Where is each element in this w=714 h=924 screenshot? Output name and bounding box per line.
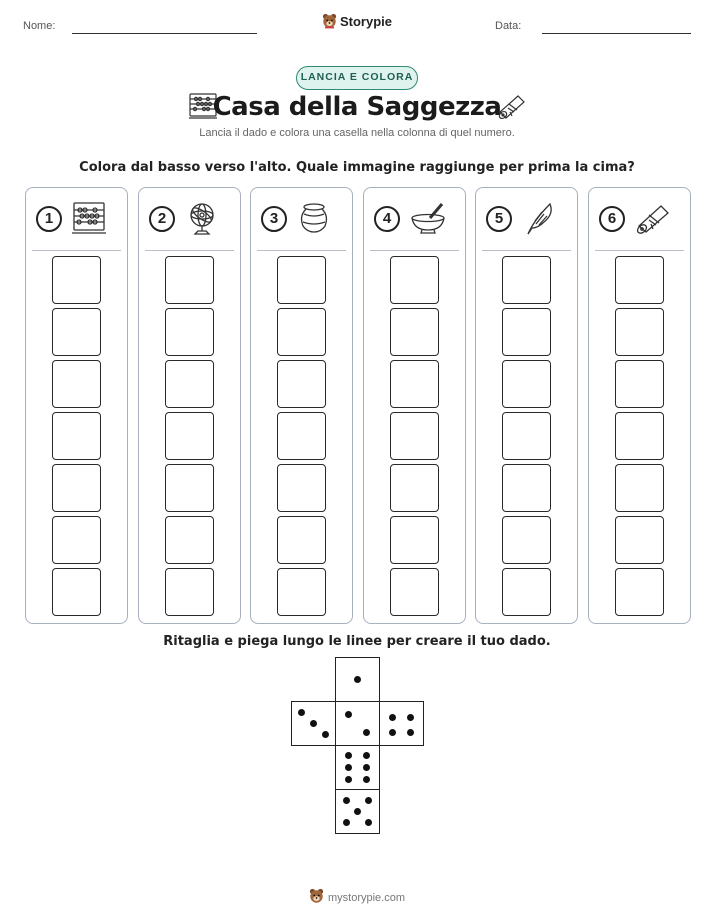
color-instruction: Colora dal basso verso l'alto. Quale immagine raggiunge per prima la cima? <box>79 160 635 175</box>
color-box[interactable] <box>277 464 326 512</box>
color-box[interactable] <box>277 412 326 460</box>
column-divider <box>482 250 571 251</box>
dice-pip <box>363 776 370 783</box>
color-box[interactable] <box>277 256 326 304</box>
color-box[interactable] <box>390 464 439 512</box>
dice-pip <box>389 729 396 736</box>
color-box[interactable] <box>615 568 664 616</box>
column-number: 3 <box>261 206 287 232</box>
clay-pot-icon <box>295 200 333 241</box>
footer-url: mystorypie.com <box>327 892 406 904</box>
dice-pip <box>345 711 352 718</box>
color-box[interactable] <box>52 516 101 564</box>
color-box[interactable] <box>277 568 326 616</box>
dice-face-2 <box>335 701 380 746</box>
subtitle: Lancia il dado e colora una casella nella colonna di quel numero. <box>199 127 515 139</box>
dice-face-5 <box>335 789 380 834</box>
dice-pip <box>365 797 372 804</box>
column-divider <box>145 250 234 251</box>
color-box[interactable] <box>277 516 326 564</box>
color-box[interactable] <box>502 360 551 408</box>
column-4 <box>363 187 466 624</box>
quill-feather-icon <box>520 200 558 241</box>
column-number: 5 <box>486 206 512 232</box>
color-box[interactable] <box>390 412 439 460</box>
column-1 <box>25 187 128 624</box>
dice-face-6 <box>335 745 380 790</box>
dice-pip <box>363 752 370 759</box>
color-box[interactable] <box>390 256 439 304</box>
cut-instruction: Ritaglia e piega lungo le linee per creare il tuo dado. <box>163 634 551 649</box>
mortar-pestle-icon <box>408 200 448 241</box>
dice-pip <box>363 729 370 736</box>
dice-pip <box>407 714 414 721</box>
color-box[interactable] <box>615 464 664 512</box>
armillary-sphere-icon <box>183 200 221 241</box>
name-label: Nome: <box>23 20 56 32</box>
color-box[interactable] <box>615 308 664 356</box>
color-box[interactable] <box>165 360 214 408</box>
color-box[interactable] <box>277 360 326 408</box>
dice-pip <box>345 776 352 783</box>
color-box[interactable] <box>52 568 101 616</box>
dice-pip <box>310 720 317 727</box>
color-box[interactable] <box>52 412 101 460</box>
dice-pip <box>365 819 372 826</box>
color-box[interactable] <box>502 464 551 512</box>
scroll-icon <box>633 200 673 241</box>
color-box[interactable] <box>390 308 439 356</box>
column-number: 4 <box>374 206 400 232</box>
bear-logo-icon <box>322 13 337 32</box>
column-number: 6 <box>599 206 625 232</box>
color-box[interactable] <box>615 516 664 564</box>
activity-badge: LANCIA E COLORA <box>296 66 418 90</box>
color-box[interactable] <box>502 308 551 356</box>
color-box[interactable] <box>165 412 214 460</box>
color-box[interactable] <box>502 568 551 616</box>
dice-pip <box>343 797 350 804</box>
column-divider <box>257 250 346 251</box>
dice-pip <box>322 731 329 738</box>
color-box[interactable] <box>165 256 214 304</box>
color-box[interactable] <box>52 360 101 408</box>
color-box[interactable] <box>165 308 214 356</box>
dice-pip <box>354 676 361 683</box>
color-box[interactable] <box>615 360 664 408</box>
color-box[interactable] <box>52 308 101 356</box>
column-6 <box>588 187 691 624</box>
bear-logo-icon <box>309 888 324 907</box>
column-number: 2 <box>149 206 175 232</box>
color-box[interactable] <box>52 256 101 304</box>
brand-name: Storypie <box>339 14 392 29</box>
color-box[interactable] <box>615 412 664 460</box>
color-box[interactable] <box>165 568 214 616</box>
color-box[interactable] <box>502 412 551 460</box>
color-box[interactable] <box>390 516 439 564</box>
color-box[interactable] <box>502 516 551 564</box>
column-divider <box>595 250 684 251</box>
column-number: 1 <box>36 206 62 232</box>
abacus-icon <box>70 200 108 241</box>
dice-face-1 <box>335 657 380 702</box>
date-line <box>542 33 691 34</box>
column-2 <box>138 187 241 624</box>
color-box[interactable] <box>277 308 326 356</box>
column-3 <box>250 187 353 624</box>
dice-pip <box>389 714 396 721</box>
dice-pip <box>298 709 305 716</box>
color-box[interactable] <box>165 464 214 512</box>
brand-logo <box>0 13 714 32</box>
color-box[interactable] <box>390 568 439 616</box>
dice-pip <box>345 752 352 759</box>
color-box[interactable] <box>615 256 664 304</box>
dice-pip <box>345 764 352 771</box>
dice-pip <box>363 764 370 771</box>
dice-pip <box>343 819 350 826</box>
dice-face-4 <box>379 701 424 746</box>
scroll-icon <box>496 92 528 125</box>
dice-pip <box>407 729 414 736</box>
column-divider <box>370 250 459 251</box>
dice-pip <box>354 808 361 815</box>
dice-face-3 <box>291 701 336 746</box>
column-5 <box>475 187 578 624</box>
color-box[interactable] <box>390 360 439 408</box>
name-line <box>72 33 257 34</box>
color-box[interactable] <box>502 256 551 304</box>
page-title: Casa della Saggezza <box>212 92 502 122</box>
column-divider <box>32 250 121 251</box>
footer <box>0 888 714 907</box>
color-box[interactable] <box>165 516 214 564</box>
color-box[interactable] <box>52 464 101 512</box>
date-label: Data: <box>495 20 522 32</box>
